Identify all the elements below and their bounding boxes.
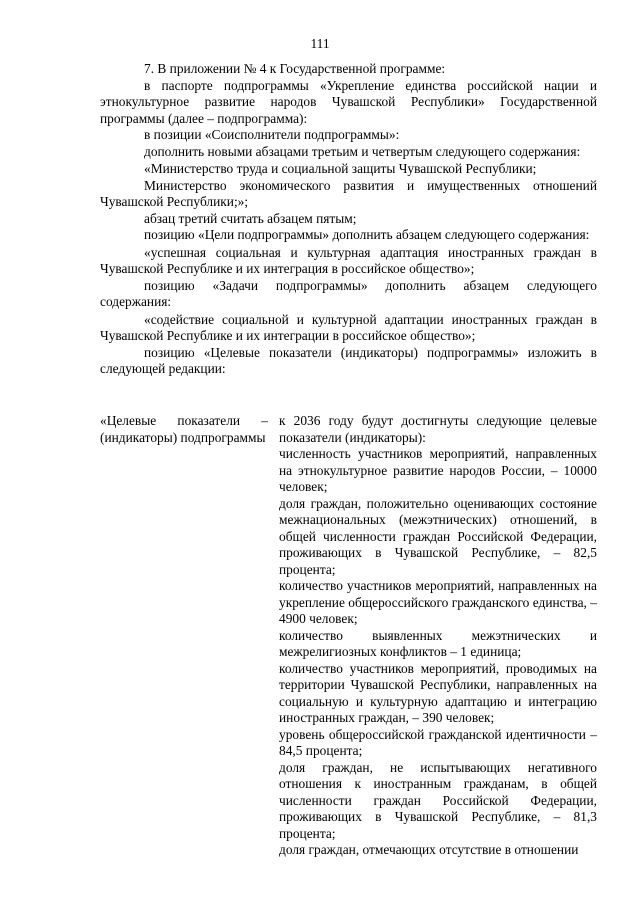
indicator-item: численность участников мероприятий, направленных на этнокультурное развитие народов России, – 10000 человек; (279, 446, 597, 494)
paragraph-indicators-position: позицию «Целевые показатели (индикаторы) подпрограммы» изложить в следующей редакции: (100, 344, 597, 376)
page-number: 111 (310, 36, 330, 51)
paragraph-renumber: абзац третий считать абзацем пятым; (144, 210, 357, 226)
indicators-label: «Целевые показатели – (индикаторы) подпрограммы (100, 413, 268, 445)
indicators-table (100, 413, 597, 859)
indicators-list (279, 413, 597, 859)
indicator-item: количество участников мероприятий, направленных на укрепление общероссийского гражданского единства, – 4900 человек; (279, 578, 597, 626)
indicator-item: доля граждан, не испытывающих негативного отношения к иностранным гражданам, в общей численности граждан Российской Федерации, проживающих в Чувашской Республике, – 81,3 процента; (279, 759, 597, 841)
paragraph-ministry-labor: «Министерство труда и социальной защиты Чувашской Республики; (144, 161, 537, 176)
indicator-item: к 2036 году будут достигнуты следующие целевые показатели (индикаторы): (279, 413, 597, 445)
paragraph-item-7: 7. В приложении № 4 к Государственной программе: (144, 61, 446, 76)
paragraph-goal-text: «успешная социальная и культурная адаптация иностранных граждан в Чувашской Республике и их интеграция в российское общество»; (100, 244, 597, 276)
paragraph-tasks-position: позицию «Задачи подпрограммы» дополнить абзацем следующего содержания: (100, 277, 597, 309)
indicator-item: количество выявленных межэтнических и межрелигиозных конфликтов – 1 единица; (279, 627, 597, 659)
indicator-item: количество участников мероприятий, проводимых на территории Чувашской Республики, направленных на социальную и культурную адаптацию и интеграцию иностранных граждан, – 390 человек; (279, 660, 597, 725)
paragraph-ministry-economy: Министерство экономического развития и имущественных отношений Чувашской Республики;»; (100, 177, 597, 209)
paragraph-coexecutors-position: в позиции «Соисполнители подпрограммы»: (144, 127, 400, 142)
paragraph-passport: в паспорте подпрограммы «Укрепление единства российской нации и этнокультурное развитие народов Чувашской Республики» Государственной программы (далее – подпрограмма): (100, 77, 597, 126)
indicator-item: уровень общероссийской гражданской идентичности – 84,5 процента; (279, 726, 597, 758)
paragraph-task-text: «содействие социальной и культурной адаптации иностранных граждан в Чувашской Республике и их интеграции в российское общество»; (100, 311, 597, 343)
document-body (100, 61, 597, 378)
paragraph-add-abzacy: дополнить новыми абзацами третьим и четвертым следующего содержания: (144, 143, 581, 159)
indicator-item: доля граждан, отмечающих отсутствие в отношении (279, 842, 579, 857)
indicator-item: доля граждан, положительно оценивающих состояние межнациональных (межэтнических) отношений, в общей численности граждан Российской Федерации, проживающих в Чувашской Республике, – 82,5 процента; (279, 495, 597, 577)
paragraph-goals-position: позицию «Цели подпрограммы» дополнить абзацем следующего содержания: (144, 227, 590, 242)
